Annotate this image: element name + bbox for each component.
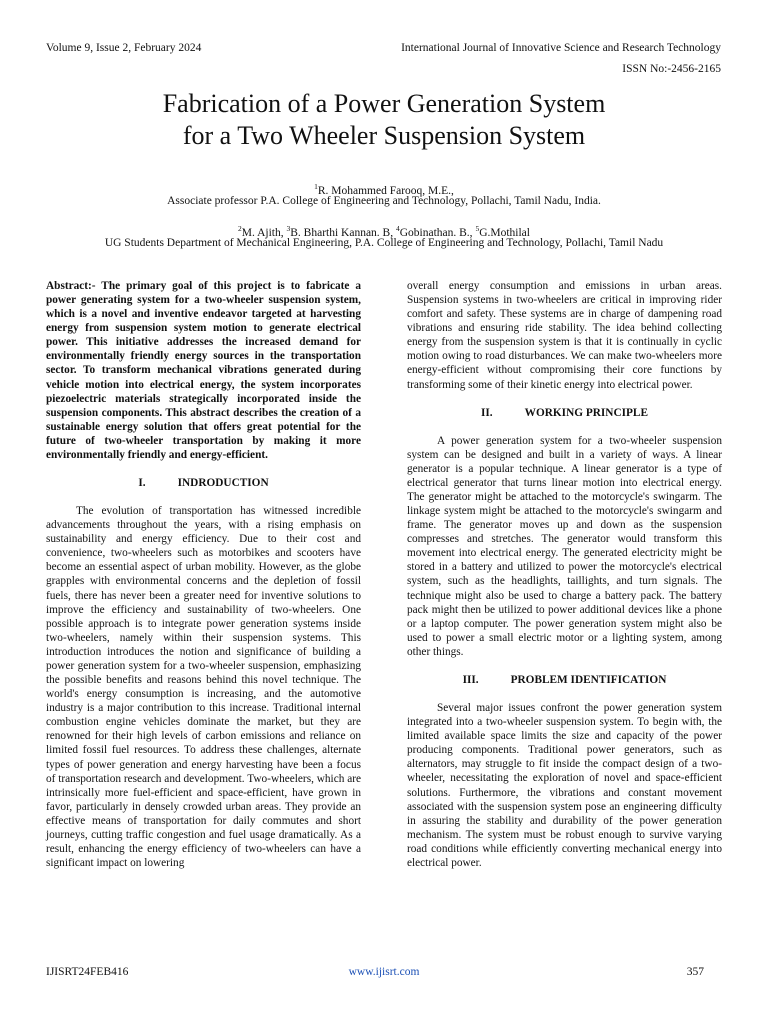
paper-code: IJISRT24FEB416 [46, 966, 129, 978]
spacer [46, 462, 361, 476]
section-title: INDRODUCTION [177, 477, 269, 490]
left-column [46, 279, 361, 870]
author-1-superscript: 1 [314, 182, 318, 191]
students-affiliation: UG Students Department of Mechanical Engineering, P.A. College of Engineering and Technology, Pollachi, Tamil Nadu [104, 237, 664, 249]
author-1-name: R. Mohammed Farooq, M.E., [317, 184, 454, 197]
section-number: II. [481, 406, 493, 419]
website-link[interactable]: www.ijisrt.com [348, 966, 420, 978]
author-5-superscript: 5 [475, 224, 480, 233]
section-heading-introduction [46, 476, 361, 490]
section-number: III. [462, 673, 479, 686]
problem-identification-body: Several major issues confront the power generation system integrated into a two-wheeler suspension system. To begin with, the limited available space limits the size and capacity of the power producing components. Traditional power generators, such as alternators, may struggle to fit inside the compact design of a two-wheeler, necessitating the exploration of novel and space-efficient solutions. Furthermore, the vibrations and constant movement associated with the suspension system pose an engineering difficulty in assuring the stability and durability of the power generation mechanism. The system must be robust enough to survive varying road conditions while efficiently converting mechanical energy into electrical power. [407, 702, 722, 869]
page-number: 357 [686, 966, 704, 978]
spacer [407, 659, 722, 673]
title-line-1: Fabrication of a Power Generation System [162, 89, 606, 118]
journal-volume: Volume 9, Issue 2, February 2024 [46, 42, 202, 54]
spacer [407, 392, 722, 406]
journal-name: International Journal of Innovative Science and Research Technology [401, 42, 721, 54]
right-column [407, 279, 722, 870]
section-title: PROBLEM IDENTIFICATION [510, 673, 667, 686]
author-2-superscript: 2 [238, 224, 242, 233]
section-number: I. [138, 477, 146, 490]
author-5-name: G.Mothilal [479, 226, 530, 239]
paper-title [0, 88, 768, 152]
author-4-superscript: 4 [395, 224, 400, 233]
author-3-superscript: 3 [286, 224, 291, 233]
author-3-name: B. Bharthi Kannan. B, [290, 226, 396, 239]
section-title: WORKING PRINCIPLE [524, 406, 648, 419]
abstract: Abstract:- The primary goal of this project is to fabricate a power generating system for a two-wheeler suspension system, which is a novel and inventive endeavor targeted at harvesting energy from suspension system motion to generate electrical power. This initiative addresses the increased demand for environmentally friendly energy sources in the transportation sector. To transform mechanical vibrations generated during vehicle motion into electrical energy, the system incorporates piezoelectric materials strategically incorporated inside the suspension components. This abstract describes the creation of a sustainable energy solution that offers great potential for the future of two-wheeler transportation by making it more environmentally friendly and energy-efficient. [46, 280, 361, 461]
journal-issn: ISSN No:-2456-2165 [622, 63, 721, 75]
introduction-continued: overall energy consumption and emissions in urban areas. Suspension systems in two-wheelers are critical in improving rider comfort and safety. These systems are in charge of dampening road vibrations and ensuring ride stability. The idea behind collecting energy from the suspension system is that it is continually in cyclic motion owing to road disturbances. We can make two-wheelers more energy-efficient without compromising their core functions by transforming some of their kinetic energy into electrical power. [407, 280, 722, 391]
section-heading-working-principle [407, 406, 722, 420]
title-line-2: for a Two Wheeler Suspension System [182, 121, 586, 150]
spacer [407, 420, 722, 434]
author-4-name: Gobinathan. B., [399, 226, 476, 239]
author-2-name: M. Ajith, [241, 226, 287, 239]
introduction-body: The evolution of transportation has witnessed incredible advancements throughout the years, with a rising emphasis on sustainability and energy efficiency. Due to their cost and convenience, two-wheelers such as motorbikes and scooters have become an essential aspect of urban mobility. However, as the globe grapples with environmental concerns and the depletion of fossil fuels, there has never been a greater need for inventive solutions to improve the efficiency and sustainability of two-wheelers. One possible approach is to integrate power generation systems inside two-wheelers, namely within their suspension systems. This introduction introduces the notion and significance of building a power generation system for a two-wheeler suspension, emphasizing the possible benefits and reasons behind this novel technique. The world's energy consumption is increasing, and the automotive industry is a major contribution to this increase. Traditional internal combustion engine vehicles dominate the market, but they are renowned for their high levels of carbon emissions and reliance on limited fossil fuel resources. To address these challenges, alternate types of power generation and energy harvesting have been a focus of transportation research and development. Two-wheelers, which are intrinsically more fuel-efficient and space-efficient, have grown in favor, particularly in densely crowded urban areas. They provide an effective means of transportation for daily commutes and short journeys, cutting traffic congestion and fuel usage dramatically. As a result, enhancing the energy efficiency of two-wheelers can have a significant impact on lowering [46, 505, 361, 870]
spacer [46, 490, 361, 504]
spacer [407, 687, 722, 701]
author-1-affiliation: Associate professor P.A. College of Engineering and Technology, Pollachi, Tamil Nadu, India. [167, 195, 601, 207]
section-heading-problem-identification [407, 673, 722, 687]
working-principle-body: A power generation system for a two-wheeler suspension system can be designed and built in a variety of ways. A linear generator is a popular technique. A linear generator is a type of electrical generator that turns linear motion into electrical energy. The generator might be attached to the motorcycle's swingarm. The linkage system might be attached to the motorcycle's swingarm and frame. The generator moves up and down as the suspension compresses and stretches. The generator would transform this movement into electrical energy. The generated electricity might be stored in a battery and utilized to power the motorcycle's electrical system, such as the headlights, taillights, and turn signals. The technique might also be used to charge a battery pack. The battery pack might then be utilized to power additional devices like a phone or a laptop computer. The power generation system might also be used to power a small electric motor or a lighting system, among other things. [407, 434, 722, 658]
